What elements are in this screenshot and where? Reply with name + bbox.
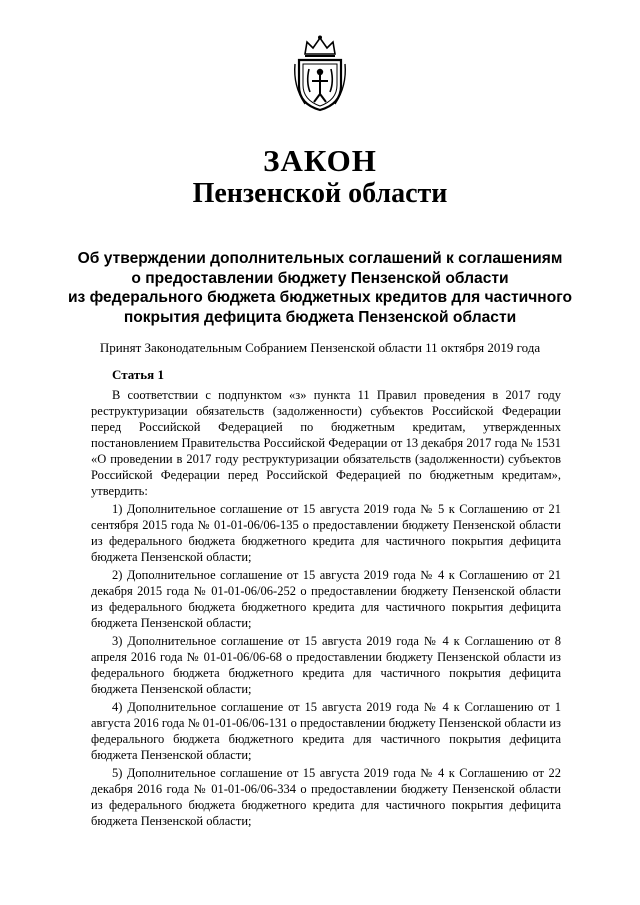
article-heading: Статья 1 — [112, 367, 164, 382]
article-body — [91, 387, 561, 831]
article-item: 3) Дополнительное соглашение от 15 августа 2019 года № 4 к Соглашению от 8 апреля 2016 года № 01-01-06/06-68 о предоставлении бюджету Пензенской области из федерального бюджета бюджетного кредита для частичного покрытия дефицита бюджета Пензенской области; — [91, 634, 561, 696]
article-item: 4) Дополнительное соглашение от 15 августа 2019 года № 4 к Соглашению от 1 августа 2016 года № 01-01-06/06-131 о предоставлении бюджету Пензенской области из федерального бюджета бюджетного кредита для частичного покрытия дефицита бюджета Пензенской области; — [91, 700, 561, 762]
document-subtitle: Пензенской области — [192, 178, 448, 209]
article-item: 2) Дополнительное соглашение от 15 августа 2019 года № 4 к Соглашению от 21 декабря 2015 года № 01-01-06/06-252 о предоставлении бюджету Пензенской области из федерального бюджета бюджетного кредита для частичного покрытия дефицита бюджета Пензенской области; — [91, 568, 561, 630]
article-intro-paragraph: В соответствии с подпунктом «з» пункта 11 Правил проведения в 2017 году реструктуризации обязательств (задолженности) субъектов Российской Федерации перед Российской Федерацией по бюджетным кредитам, утвержденных постановлением Правительства Российской Федерации от 13 декабря 2017 года № 1531 «О проведении в 2017 году реструктуризации обязательств (задолженности) субъектов Российской Федерации перед Российской Федерацией по бюджетным кредитам», утвердить: — [91, 388, 561, 498]
article-item: 1) Дополнительное соглашение от 15 августа 2019 года № 5 к Соглашению от 21 сентября 2015 года № 01-01-06/06-135 о предоставлении бюджету Пензенской области из федерального бюджета бюджетного кредита для частичного покрытия дефицита бюджета Пензенской области; — [91, 502, 561, 564]
article-item: 5) Дополнительное соглашение от 15 августа 2019 года № 4 к Соглашению от 22 декабря 2016 года № 01-01-06/06-334 о предоставлении бюджету Пензенской области из федерального бюджета бюджетного кредита для частичного покрытия дефицита бюджета Пензенской области; — [91, 766, 561, 828]
adoption-note: Принят Законодательным Собранием Пензенской области 11 октября 2019 года — [99, 340, 541, 355]
document-title: ЗАКОН — [263, 143, 377, 178]
subject-line: из федерального бюджета бюджетных кредитов для частичного — [67, 289, 573, 306]
subject-line: покрытия дефицита бюджета Пензенской области — [123, 308, 517, 326]
subject-line: о предоставлении бюджету Пензенской области — [131, 269, 509, 287]
law-subject-heading — [60, 249, 580, 327]
coat-of-arms-icon — [291, 34, 349, 112]
subject-line: Об утверждении дополнительных соглашений к соглашениям — [77, 250, 563, 267]
